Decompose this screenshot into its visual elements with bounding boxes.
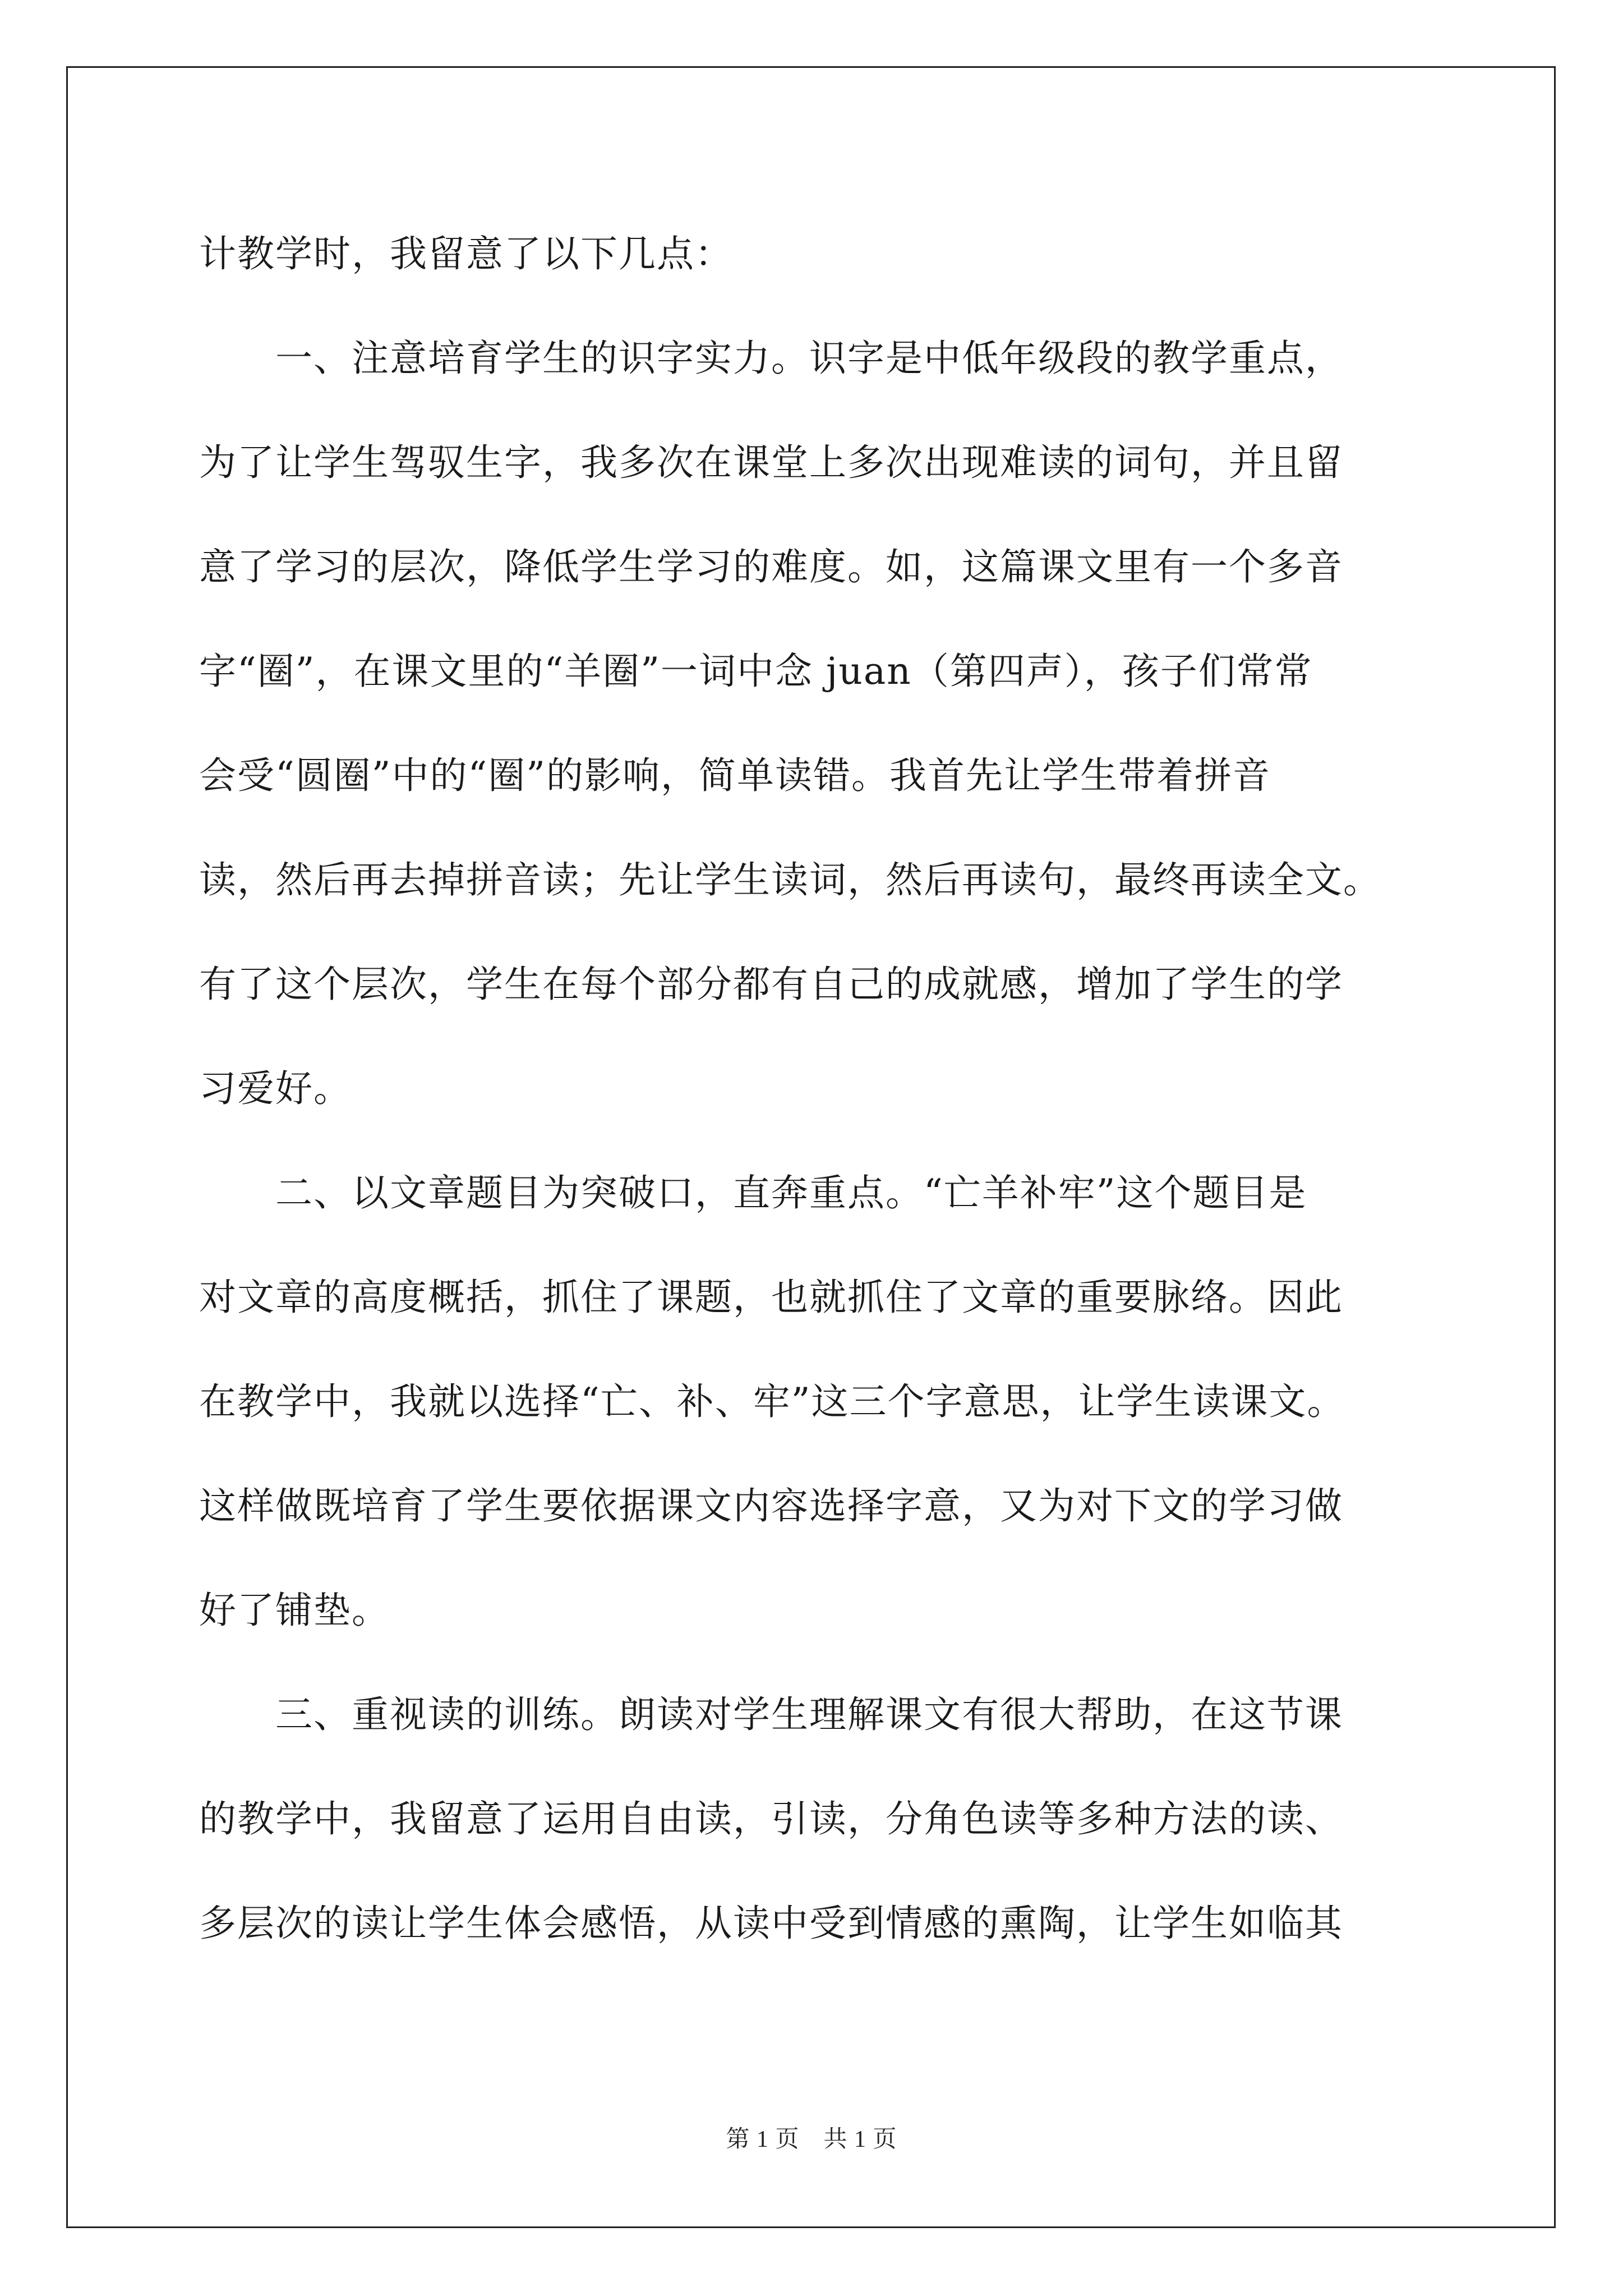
text-line: 对文章的高度概括，抓住了课题，也就抓住了文章的重要脉络。因此 (199, 1276, 1343, 1319)
text-line: 在教学中，我就以选择“亡、补、牢”这三个字意思，让学生读课文。 (199, 1380, 1345, 1423)
text-line: 为了让学生驾驭生字，我多次在课堂上多次出现难读的词句，并且留 (199, 441, 1343, 484)
text-line: 好了铺垫。 (199, 1589, 390, 1632)
text-line: 这样做既培育了学生要依据课文内容选择字意，又为对下文的学习做 (199, 1484, 1343, 1527)
text-line: 读，然后再去掉拼音读；先让学生读词，然后再读句，最终再读全文。 (199, 858, 1381, 901)
text-line: 习爱好。 (199, 1067, 352, 1110)
text-line: 二、以文章题目为突破口，直奔重点。“亡羊补牢”这个题目是 (199, 1171, 1307, 1214)
text-line: 有了这个层次，学生在每个部分都有自己的成就感，增加了学生的学 (199, 963, 1343, 1006)
text-line: 会受“圆圈”中的“圈”的影响，简单读错。我首先让学生带着拼音 (199, 754, 1271, 797)
text-line: 多层次的读让学生体会感悟，从读中受到情感的熏陶，让学生如临其 (199, 1902, 1343, 1945)
text-line: 三、重视读的训练。朗读对学生理解课文有很大帮助，在这节课 (199, 1693, 1343, 1736)
document-body (199, 202, 1427, 1976)
page-footer: 第 1 页 共 1 页 (726, 2127, 897, 2152)
text-line: 计教学时，我留意了以下几点： (199, 232, 733, 275)
text-line: 意了学习的层次，降低学生学习的难度。如，这篇课文里有一个多音 (199, 545, 1343, 588)
text-line: 字“圈”，在课文里的“羊圈”一词中念 juan（第四声），孩子们常常 (199, 650, 1313, 693)
text-line: 的教学中，我留意了运用自由读，引读，分角色读等多种方法的读、 (199, 1797, 1343, 1841)
text-line: 一、注意培育学生的识字实力。识字是中低年级段的教学重点， (199, 337, 1343, 380)
